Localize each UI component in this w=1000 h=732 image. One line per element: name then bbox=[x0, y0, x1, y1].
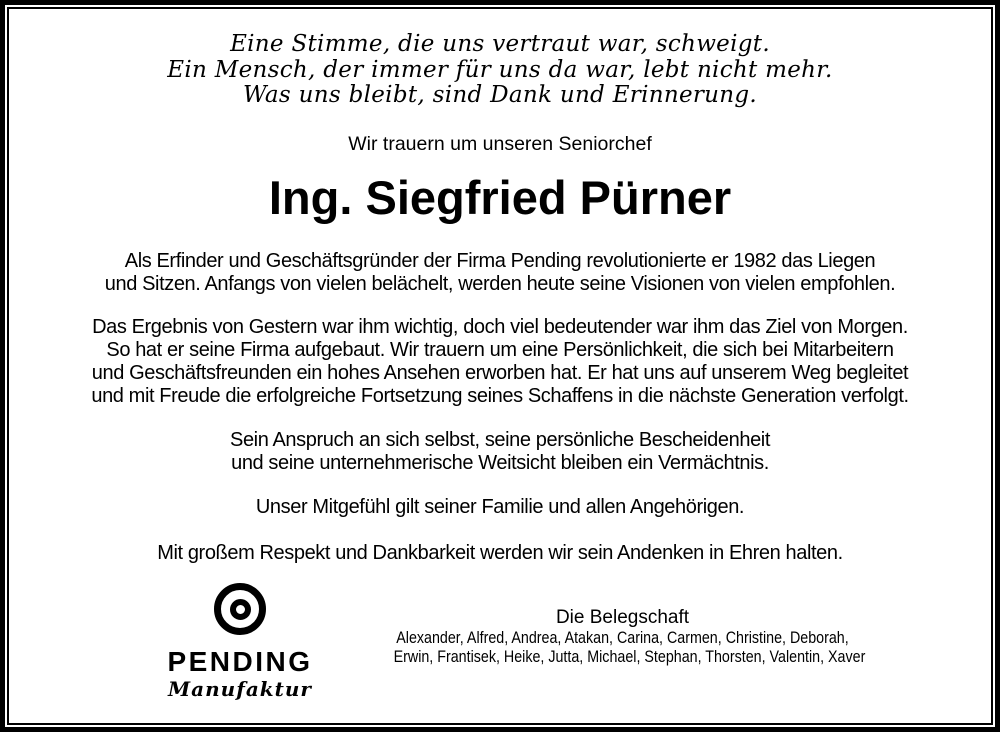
pending-logo bbox=[155, 583, 325, 700]
memorial-verse bbox=[0, 32, 1000, 109]
paragraph-2-line-4: und mit Freude die erfolgreiche Fortsetzung seines Schaffens in die nächste Generation verfolgt. bbox=[91, 385, 909, 407]
logo-subbrand-text: Manufaktur bbox=[168, 677, 312, 701]
paragraph-2-line-1: Das Ergebnis von Gestern war ihm wichtig, doch viel bedeutender war ihm das Ziel von Morgen. bbox=[92, 316, 908, 338]
concentric-rings-icon bbox=[214, 583, 266, 635]
paragraph-3 bbox=[0, 429, 1000, 475]
deceased-name-heading: Ing. Siegfried Pürner bbox=[268, 171, 732, 224]
paragraph-5: Mit großem Respekt und Dankbarkeit werden wir sein Andenken in Ehren halten. bbox=[157, 542, 843, 564]
signature-title: Die Belegschaft bbox=[555, 607, 690, 628]
paragraph-4: Unser Mitgefühl gilt seiner Familie und allen Angehörigen. bbox=[255, 496, 745, 518]
inner-ring bbox=[230, 599, 251, 620]
verse-line-2: Ein Mensch, der immer für uns da war, lebt nicht mehr. bbox=[167, 56, 833, 83]
paragraph-3-line-1: Sein Anspruch an sich selbst, seine persönliche Bescheidenheit bbox=[230, 429, 770, 451]
intro-line: Wir trauern um unseren Seniorchef bbox=[348, 133, 652, 155]
logo-brand-text: PENDING bbox=[167, 646, 313, 677]
signature-block bbox=[350, 607, 895, 666]
paragraph-3-line-2: und seine unternehmerische Weitsicht bleiben ein Vermächtnis. bbox=[231, 452, 769, 474]
paragraph-2-line-3: und Geschäftsfreunden ein hohes Ansehen erworben hat. Er hat uns auf unserem Weg begleitet bbox=[91, 362, 909, 384]
staff-names-line-2: Erwin, Frantisek, Heike, Jutta, Michael, Stephan, Thorsten, Valentin, Xaver bbox=[393, 647, 866, 666]
paragraph-1-line-2: und Sitzen. Anfangs von vielen belächelt, werden heute seine Visionen von vielen empfohlen. bbox=[104, 273, 896, 295]
paragraph-2-line-2: So hat er seine Firma aufgebaut. Wir trauern um eine Persönlichkeit, die sich bei Mitarbeitern bbox=[106, 339, 894, 361]
verse-line-3: Was uns bleibt, sind Dank und Erinnerung. bbox=[242, 82, 758, 108]
paragraph-1 bbox=[0, 250, 1000, 296]
staff-names-line-1: Alexander, Alfred, Andrea, Atakan, Carina, Carmen, Christine, Deborah, bbox=[396, 628, 849, 647]
paragraph-1-line-1: Als Erfinder und Geschäftsgründer der Firma Pending revolutionierte er 1982 das Liegen bbox=[124, 250, 876, 272]
paragraph-2 bbox=[0, 316, 1000, 408]
staff-names bbox=[393, 628, 866, 666]
verse-line-1: Eine Stimme, die uns vertraut war, schweigt. bbox=[230, 31, 770, 57]
